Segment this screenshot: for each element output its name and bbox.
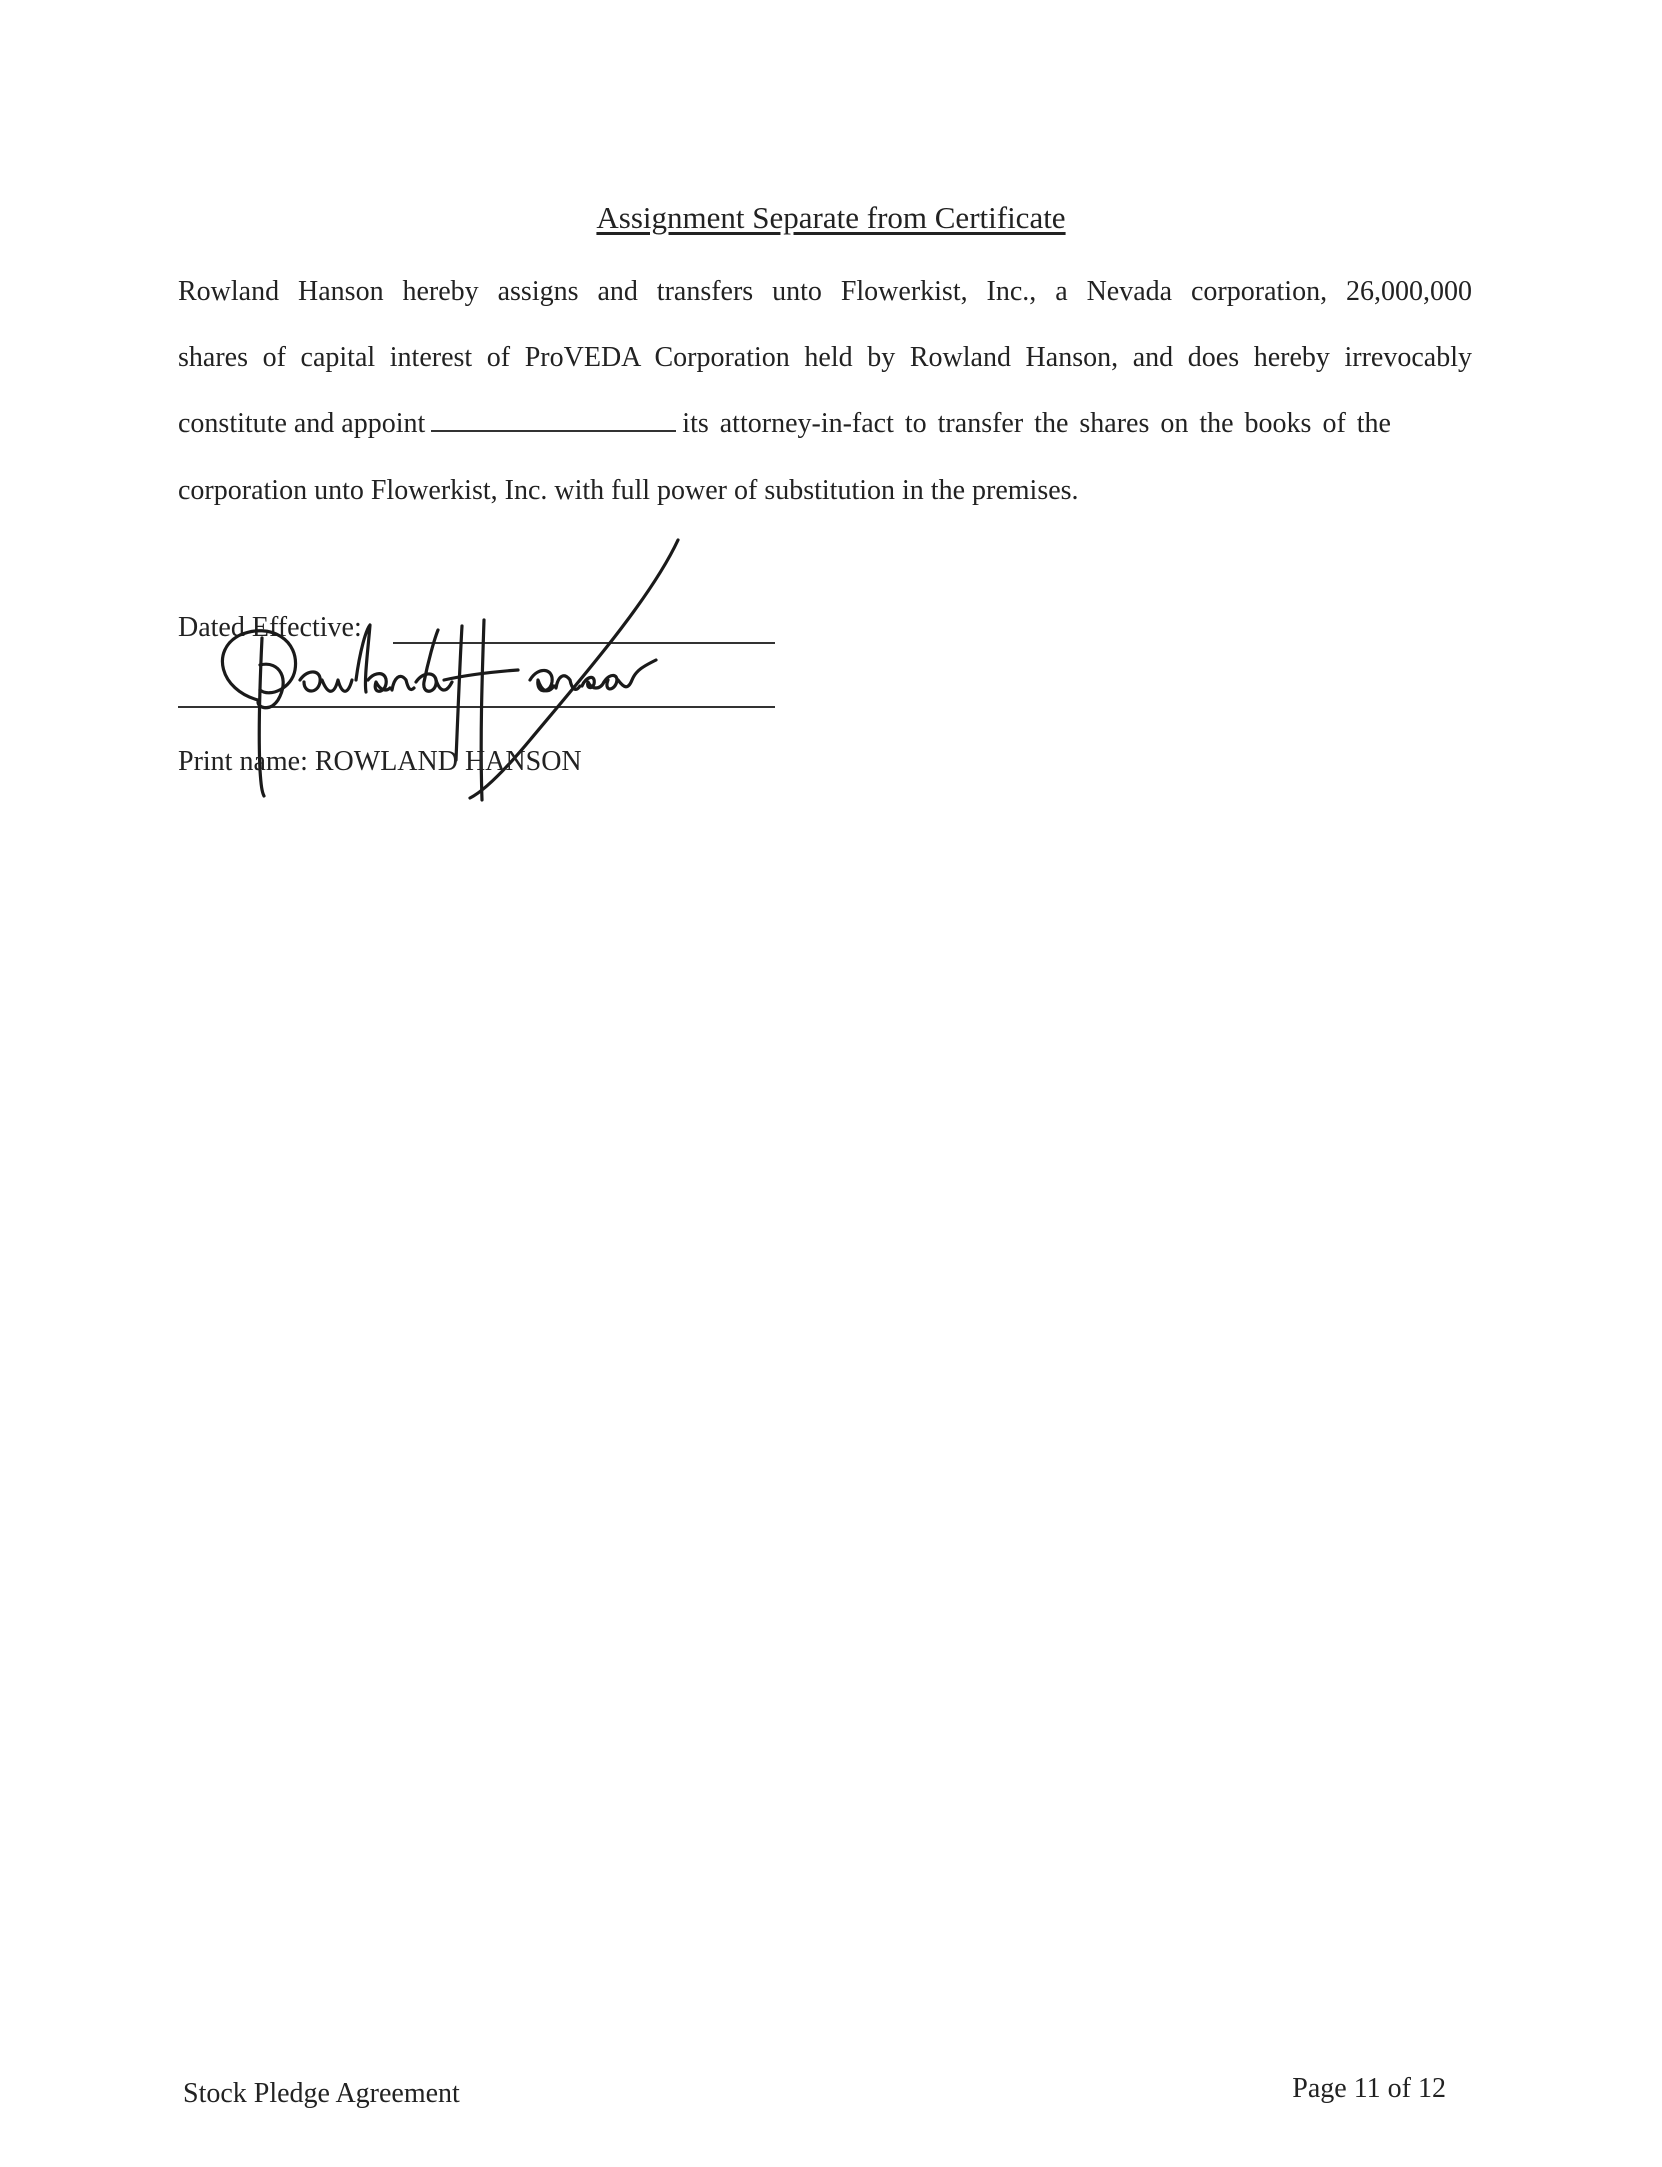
- paragraph-line-3-start: constitute and appoint: [178, 408, 426, 439]
- document-title: [0, 200, 1662, 236]
- paragraph-line-4: corporation unto Flowerkist, Inc. with full power of substitution in the premises.: [178, 475, 1079, 506]
- footer-page-number: Page 11 of 12: [1292, 2073, 1446, 2104]
- dated-effective-label: Dated Effective:: [178, 612, 362, 643]
- paragraph-line-3-end: its attorney-in-fact to transfer the shares on the books of the: [682, 408, 1391, 439]
- paragraph-line-1: Rowland Hanson hereby assigns and transfers unto Flowerkist, Inc., a Nevada corporation, 26,000,000: [178, 276, 1472, 307]
- attorney-blank-line: [431, 410, 676, 432]
- paragraph-line-2: shares of capital interest of ProVEDA Corporation held by Rowland Hanson, and does hereby irrevocably: [178, 342, 1472, 373]
- print-name-value: ROWLAND HANSON: [314, 746, 582, 777]
- print-name-row: [178, 746, 582, 778]
- document-title-text: Assignment Separate from Certificate: [596, 200, 1066, 235]
- print-name-label: Print name:: [178, 746, 308, 777]
- footer-document-name: Stock Pledge Agreement: [183, 2078, 460, 2109]
- paragraph-line-3: [178, 408, 1472, 440]
